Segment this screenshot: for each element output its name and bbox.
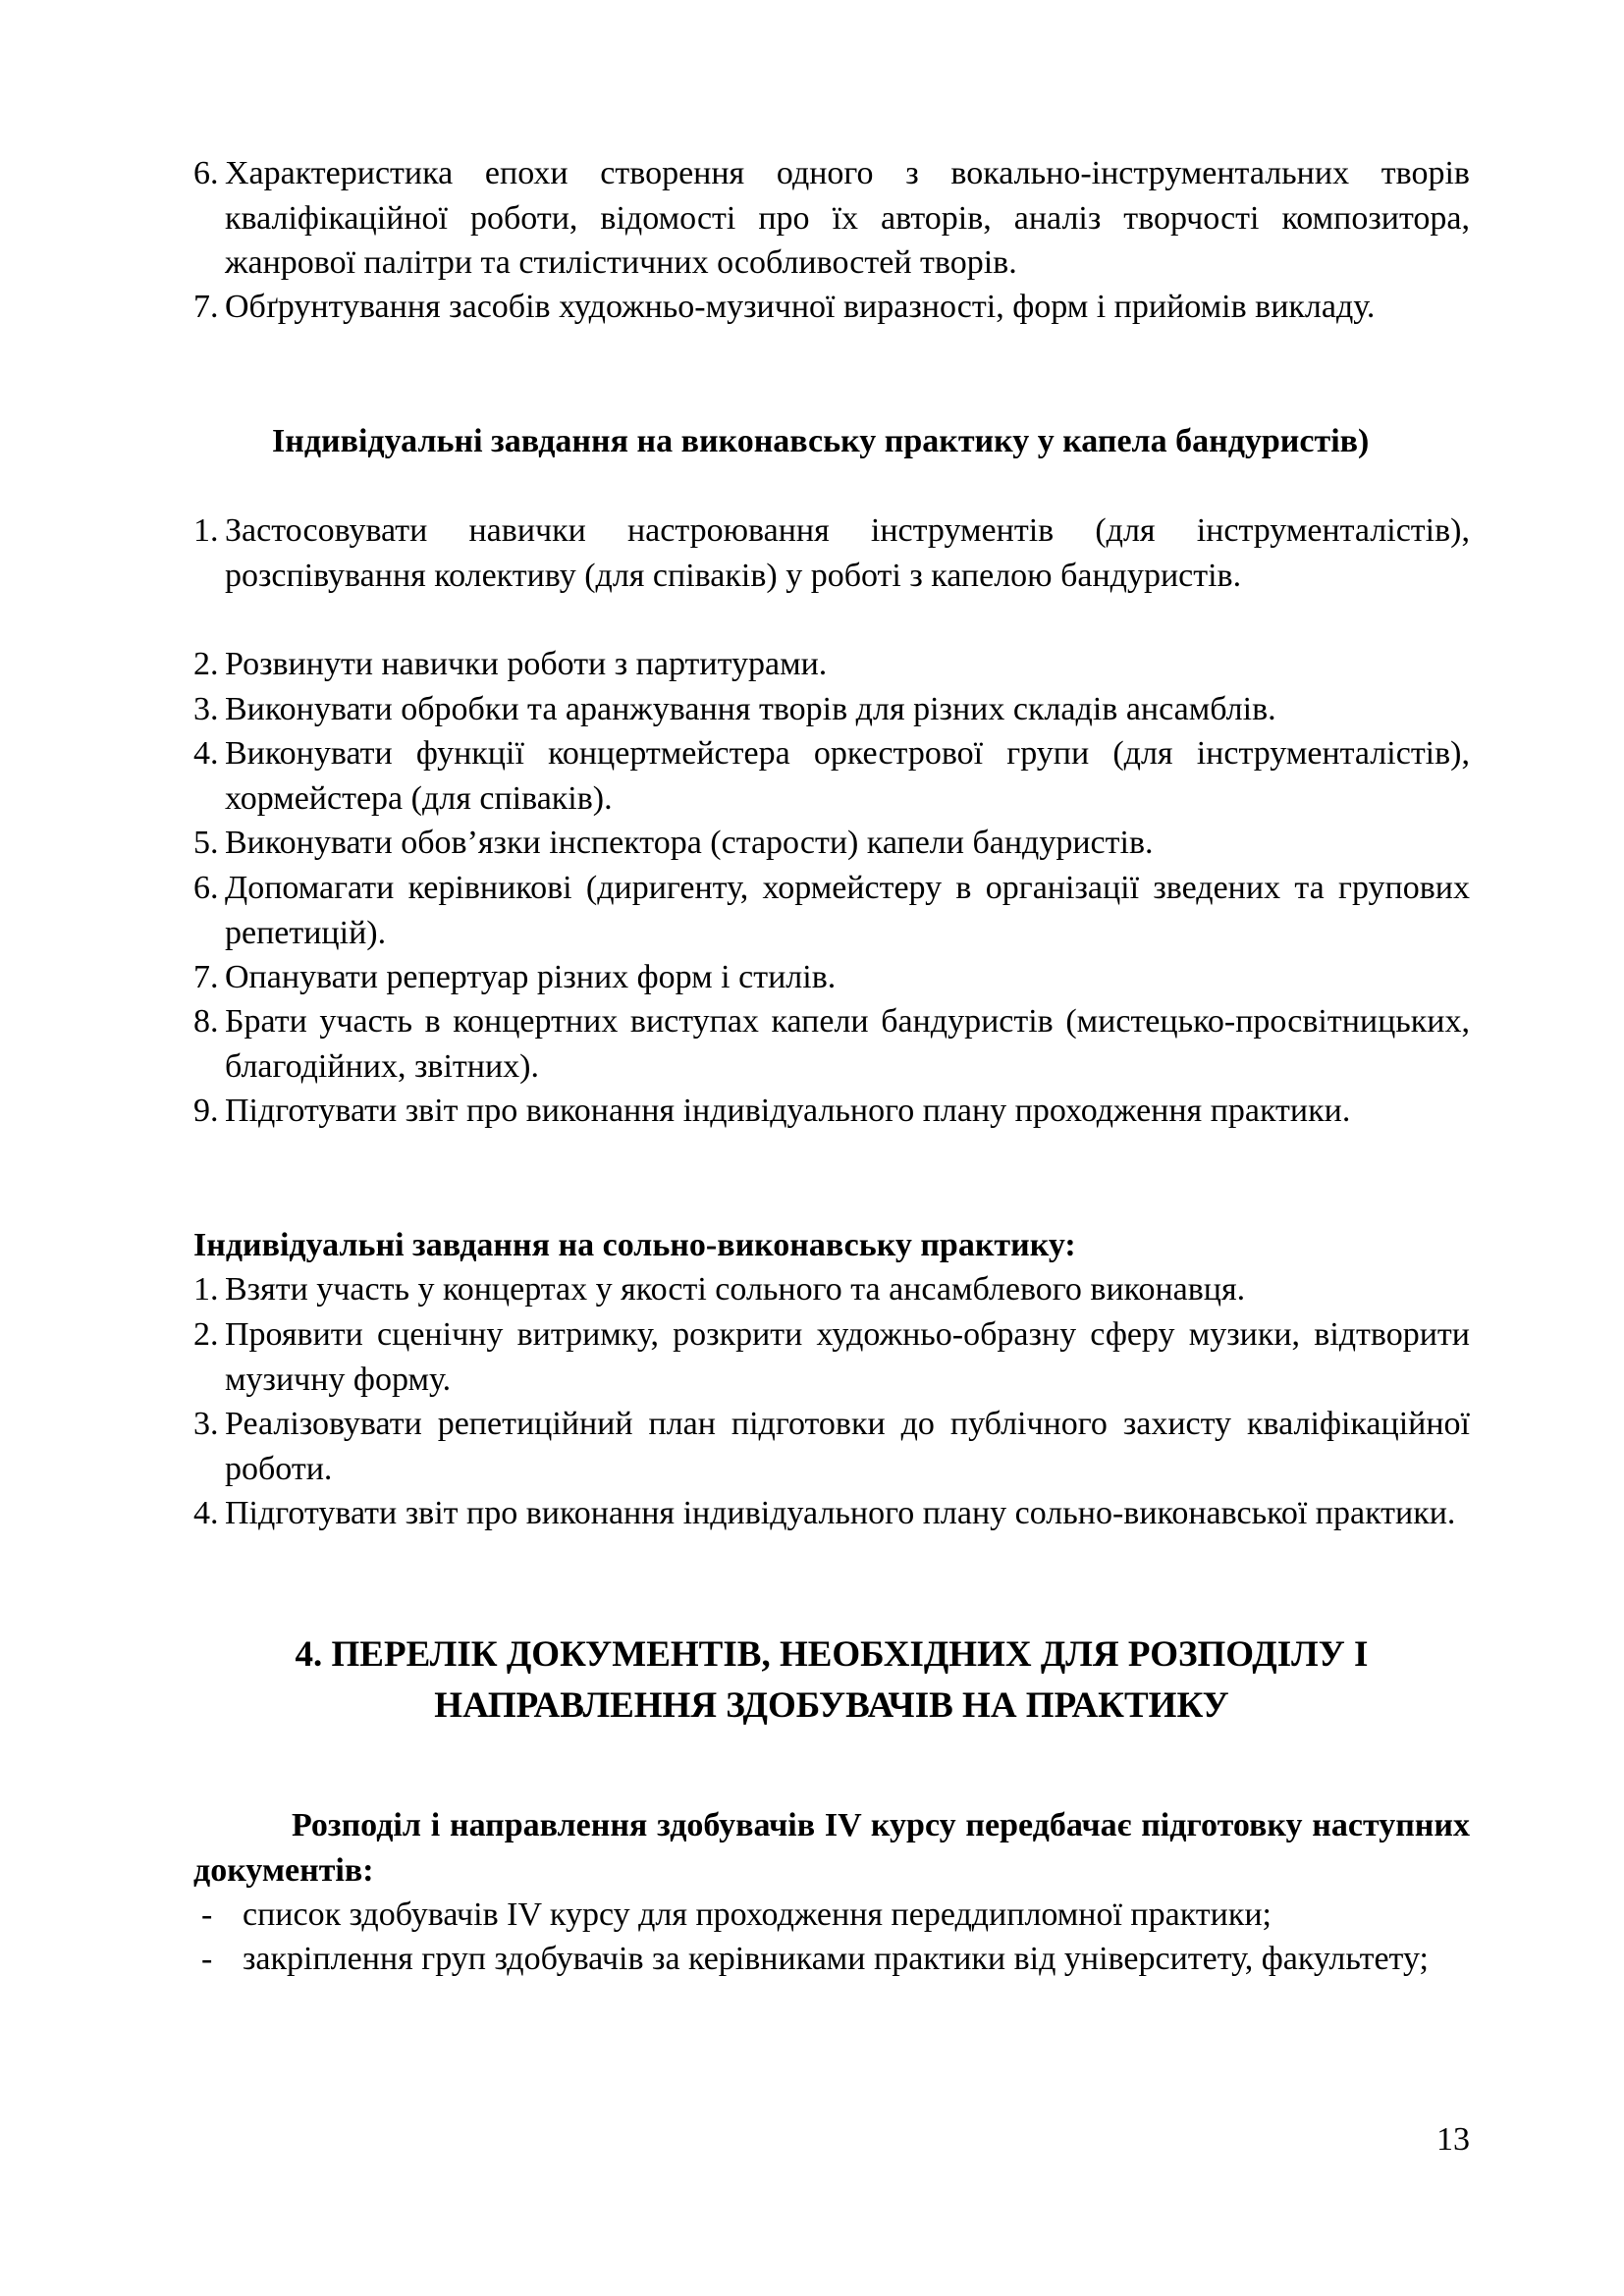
document-page [193,0,1470,2296]
list-item-number: 9. [193,1093,219,1129]
list-item-number: 4. [193,735,219,772]
list-item [193,1089,1470,1134]
list-item-text: Реалізовувати репетиційний план підготовки до публічного захисту кваліфікаційної роботи. [225,1406,1470,1487]
list-item [193,955,1470,1000]
section-heading-capela: Індивідуальні завдання на виконавську практику у капела бандуристів) [272,423,1370,459]
list-item-text: Характеристика епохи створення одного з вокально-інструментальних творів кваліфікаційної роботи, відомості про їх авторів, аналіз творчості композитора, жанрової палітри та стилістичних особливостей творів. [225,155,1470,281]
list-item [193,821,1470,866]
list-item [193,285,1470,330]
dash-item-text: закріплення груп здобувачів за керівниками практики від університету, факультету; [243,1941,1429,1977]
list-item [193,642,1470,687]
section-heading-solo: Індивідуальні завдання на сольно-виконавську практику: [193,1227,1076,1263]
list-item [193,1312,1470,1402]
list-item-text: Підготувати звіт про виконання індивідуального плану сольно-виконавської практики. [225,1495,1456,1531]
list-item-text: Брати участь в концертних виступах капели бандуристів (мистецько-просвітницьких, благодійних, звітних). [225,1003,1470,1085]
list-item-number: 2. [193,646,219,682]
list-item [193,866,1470,955]
page-number: 13 [1436,2121,1470,2158]
list-item [193,151,1470,286]
intro-paragraph: Розподіл і направлення здобувачів IV курсу передбачає підготовку наступних документів: [193,1807,1470,1889]
list-item-text: Розвинути навички роботи з партитурами. [225,646,828,682]
list-item-text: Допомагати керівникові (диригенту, хормейстеру в організації зведених та групових репетицій). [225,870,1470,951]
list-item-text: Підготувати звіт про виконання індивідуального плану проходження практики. [225,1093,1351,1129]
list-item [193,731,1470,821]
list-item-text: Виконувати обробки та аранжування творів для різних складів ансамблів. [225,691,1276,727]
list-item-number: 7. [193,289,219,325]
list-item-number: 5. [193,825,219,861]
list-item [193,508,1470,598]
dash-list-item [193,1937,1470,1982]
list-item [193,999,1470,1089]
list-item-text: Обґрунтування засобів художньо-музичної виразності, форм і прийомів викладу. [225,289,1376,325]
list-item [193,1491,1470,1536]
list-item-number: 2. [193,1316,219,1353]
list-item-number: 3. [193,691,219,727]
dash-list-item [193,1893,1470,1938]
list-item-text: Опанувати репертуар різних форм і стилів. [225,959,837,995]
list-item-text: Виконувати обов’язки інспектора (старости) капели бандуристів. [225,825,1154,861]
list-item-text: Виконувати функції концертмейстера оркестрової групи (для інструменталістів), хормейстера (для співаків). [225,735,1470,817]
section-heading-documents: 4. ПЕРЕЛІК ДОКУМЕНТІВ, НЕОБХІДНИХ ДЛЯ РОЗПОДІЛУ І НАПРАВЛЕННЯ ЗДОБУВАЧІВ НА ПРАКТИКУ [295,1634,1369,1726]
list-item-number: 6. [193,155,219,191]
list-item-text: Взяти участь у концертах у якості сольного та ансамблевого виконавця. [225,1271,1246,1308]
dash-item-text: список здобувачів IV курсу для проходження переддипломної практики; [243,1896,1272,1933]
dash-marker: - [201,1896,213,1933]
list-item-text: Застосовувати навички настроювання інструментів (для інструменталістів), розспівування колективу (для співаків) у роботі з капелою бандуристів. [225,512,1470,594]
list-item-number: 4. [193,1495,219,1531]
list-item [193,1267,1470,1312]
list-item [193,1402,1470,1491]
list-item-number: 3. [193,1406,219,1442]
list-item-number: 6. [193,870,219,906]
dash-marker: - [201,1941,213,1977]
list-item-text: Проявити сценічну витримку, розкрити художньо-образну сферу музики, відтворити музичну форму. [225,1316,1470,1398]
list-item [193,687,1470,732]
list-item-number: 1. [193,1271,219,1308]
list-item-number: 8. [193,1003,219,1040]
list-item-number: 7. [193,959,219,995]
list-item-number: 1. [193,512,219,549]
